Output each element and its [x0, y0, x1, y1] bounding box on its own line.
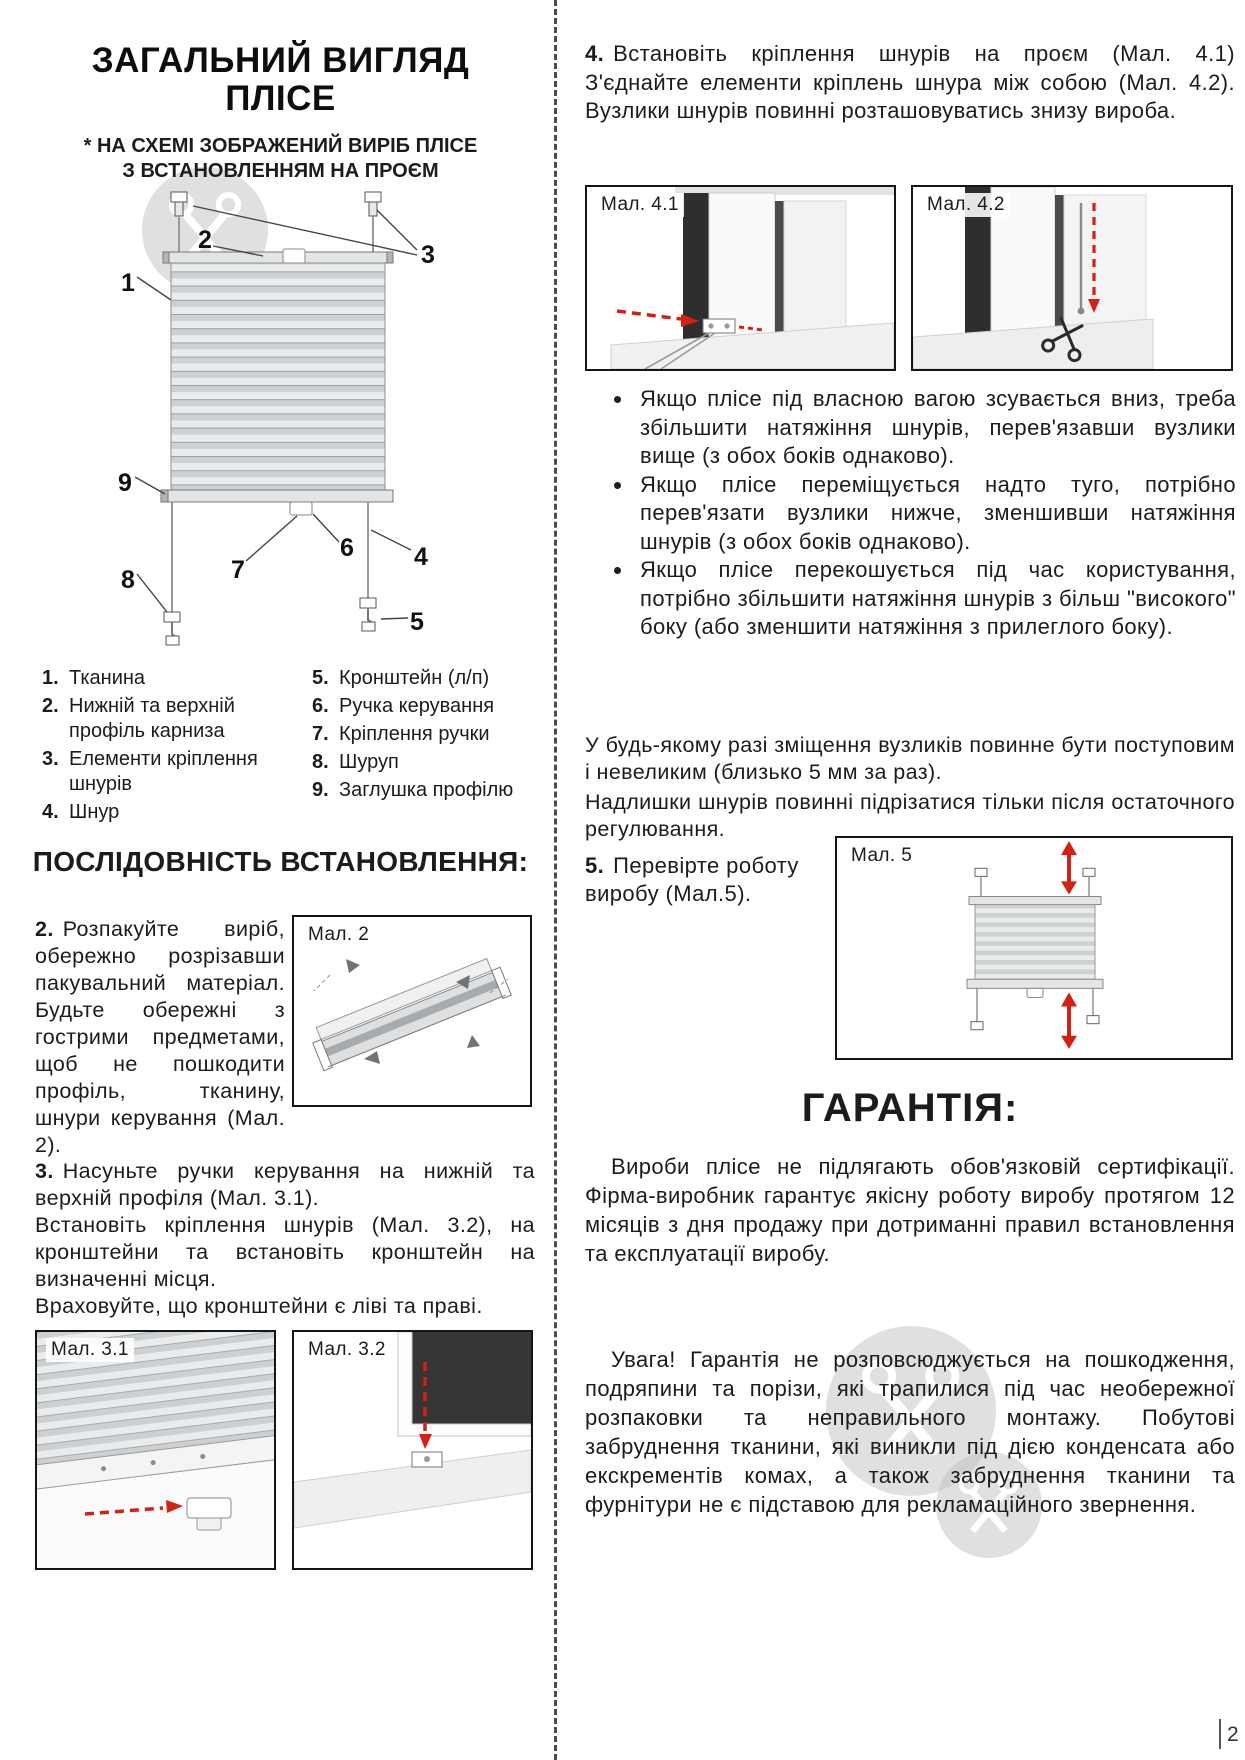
step-3-text1: Насуньте ручки керування на нижній та верхній профіля (Мал. 3.1).	[35, 1159, 535, 1210]
top-fasteners	[975, 868, 1095, 876]
page-subtitle-line1: * НА СХЕМІ ЗОБРАЖЕНИЙ ВИРІБ ПЛІСЕ	[83, 135, 478, 157]
pleated-fabric	[975, 905, 1095, 980]
bracket	[703, 319, 735, 333]
legend-label: Тканина	[69, 667, 146, 689]
legend-number: 4.	[42, 801, 59, 823]
callout-4: 4	[414, 543, 428, 571]
figure-3-1-illustration	[37, 1332, 274, 1568]
figure-3-1-label: Мал. 3.1	[46, 1338, 134, 1362]
legend-item	[312, 778, 540, 803]
callout-8: 8	[121, 566, 135, 594]
legend-label: Шуруп	[339, 751, 399, 773]
cord-knot	[1078, 308, 1085, 315]
note-2: Надлишки шнурів повинні підрізатися тільки після остаточного регулювання.	[585, 790, 1235, 841]
parts-legend-col2	[312, 666, 540, 806]
legend-label: Нижній та верхній профіль карниза	[69, 695, 235, 742]
legend-number: 3.	[42, 748, 59, 770]
packed-profile	[308, 955, 511, 1071]
callout-9: 9	[118, 469, 132, 497]
legend-number: 7.	[312, 723, 329, 745]
bottom-fasteners	[971, 1016, 1099, 1030]
figure-5-label: Мал. 5	[846, 844, 917, 868]
figure-5-illustration	[837, 838, 1231, 1058]
legend-label: Заглушка профілю	[339, 779, 514, 801]
figure-3-1	[35, 1330, 276, 1570]
legend-number: 9.	[312, 779, 329, 801]
legend-number: 8.	[312, 751, 329, 773]
step-3-paragraph	[35, 1158, 535, 1320]
step-2-number: 2.	[35, 917, 54, 941]
warranty-paragraph-1: Вироби плісе не підлягають обов'язковій сертифікації. Фірма-виробник гарантує якісну роботу виробу протягом 12 місяців з дня продажу при дотриманні правил встановлення та експлуатації виробу.	[585, 1154, 1235, 1266]
legend-number: 2.	[42, 695, 59, 717]
cord-fastener-top-left	[171, 192, 187, 252]
callout-2: 2	[198, 226, 212, 254]
step-2-text: Розпакуйте виріб, обережно розрізавши пакувальний матеріал. Будьте обережні з гострими предметами, щоб не пошкодити профіль, тканину, шнури керування (Мал. 2).	[35, 917, 285, 1157]
page-number: 2	[1227, 1723, 1239, 1746]
legend-number: 1.	[42, 667, 59, 689]
legend-item	[312, 750, 540, 775]
step-5-number: 5.	[585, 853, 605, 878]
figure-4-1-label: Мал. 4.1	[596, 193, 684, 217]
page-title	[28, 42, 533, 118]
cord-fastener-bottom-right	[360, 598, 376, 631]
warranty-paragraph-2: Увага! Гарантія не розповсюджується на пошкодження, подряпини та порізи, які трапилися під час необережної розпаковки та неправильного монтажу. Побутові забруднення тканини, які виникли під дією конденсата або екскрементів комах, а також забруднення тканини та фурнітури не є підставою для рекламаційного звернення.	[585, 1347, 1235, 1517]
figure-4-2-label: Мал. 4.2	[922, 193, 1010, 217]
parts-legend-col1	[42, 666, 310, 828]
legend-label: Елементи кріплення шнурів	[69, 748, 258, 795]
warranty-heading: ГАРАНТІЯ:	[801, 1086, 1019, 1130]
callout-7: 7	[231, 556, 245, 584]
cords	[172, 502, 368, 612]
column-separator	[554, 0, 557, 1760]
step-5-paragraph	[585, 852, 830, 908]
legend-item	[42, 666, 310, 691]
legend-number: 5.	[312, 667, 329, 689]
cord-fastener-bottom-left	[164, 612, 180, 645]
window-glass	[412, 1332, 531, 1424]
step-4-text: Встановіть кріплення шнурів на проєм (Мал. 4.1) З'єднайте елементи кріплень шнура між собою (Мал. 4.2). Вузлики шнурів повинні розташовуватись знизу вироба.	[585, 41, 1235, 123]
callout-1: 1	[121, 269, 135, 297]
adjustment-tips-list	[588, 385, 1236, 642]
step-3-text3: Враховуйте, що кронштейни є ліві та праві.	[35, 1294, 483, 1318]
list-item: • Якщо плісе переміщується надто туго, потрібно перев'язати вузлики нижче, зменшивши натяжіння шнурів (з обох боків однаково).	[634, 471, 1236, 557]
legend-item	[42, 747, 310, 797]
step-2-paragraph	[35, 916, 285, 1159]
bottom-profile	[967, 979, 1103, 988]
callout-5: 5	[410, 608, 424, 636]
bottom-profile	[161, 490, 393, 515]
step-4-number: 4.	[585, 41, 605, 66]
step-3-text2: Встановіть кріплення шнурів (Мал. 3.2), на кронштейни та встановіть кронштейн на визначенні місця.	[35, 1213, 535, 1291]
legend-label: Шнур	[69, 801, 120, 823]
figure-3-2-label: Мал. 3.2	[303, 1338, 391, 1362]
step-4-paragraph	[585, 40, 1235, 126]
callout-3: 3	[421, 241, 435, 269]
step-3-line1	[35, 1158, 535, 1212]
cord-fastener-top-right	[365, 192, 381, 252]
figure-5	[835, 836, 1233, 1060]
legend-item	[312, 722, 540, 747]
control-handle	[1027, 988, 1043, 997]
legend-item	[312, 694, 540, 719]
plisse-overview-diagram	[25, 172, 535, 650]
step-5-text: Перевірте роботу виробу (Мал.5).	[585, 853, 799, 906]
figure-2-label: Мал. 2	[303, 923, 374, 947]
figure-4-2	[911, 185, 1233, 371]
legend-number: 6.	[312, 695, 329, 717]
page-number-tick	[1219, 1719, 1221, 1749]
callout-6: 6	[340, 534, 354, 562]
pleated-fabric	[171, 263, 385, 490]
figure-3-2	[292, 1330, 533, 1570]
figure-2	[292, 915, 532, 1107]
top-profile	[969, 897, 1101, 905]
installation-sequence-heading: ПОСЛІДОВНІСТЬ ВСТАНОВЛЕННЯ:	[32, 846, 529, 877]
legend-label: Ручка керування	[339, 695, 495, 717]
legend-item	[42, 800, 310, 825]
legend-label: Кронштейн (л/п)	[339, 667, 490, 689]
figure-3-2-illustration	[294, 1332, 531, 1568]
page-title-line1: ЗАГАЛЬНИЙ ВИГЛЯД	[91, 41, 470, 80]
list-item: • Якщо плісе перекошується під час користування, потрібно збільшити натяжіння шнурів з більш "високого" боку (або зменшити натяжіння з прилеглого боку).	[634, 556, 1236, 642]
adjustment-notes	[585, 732, 1235, 846]
control-handle	[187, 1498, 231, 1518]
step-3-number: 3.	[35, 1159, 54, 1183]
legend-label: Кріплення ручки	[339, 723, 490, 745]
page-subtitle-line2: З ВСТАНОВЛЕННЯМ НА ПРОЄМ	[122, 160, 439, 182]
page-title-line2: ПЛІСЕ	[225, 79, 336, 118]
legend-item	[42, 694, 310, 744]
note-1: У будь-якому разі зміщення вузликів повинне бути поступовим і невеликим (близько 5 мм за раз).	[585, 733, 1235, 784]
figure-4-1	[585, 185, 896, 371]
list-item: • Якщо плісе під власною вагою зсувається вниз, треба збільшити натяжіння шнурів, перев'язавши вузлики вище (з обох боків однаково).	[634, 385, 1236, 471]
legend-item	[312, 666, 540, 691]
